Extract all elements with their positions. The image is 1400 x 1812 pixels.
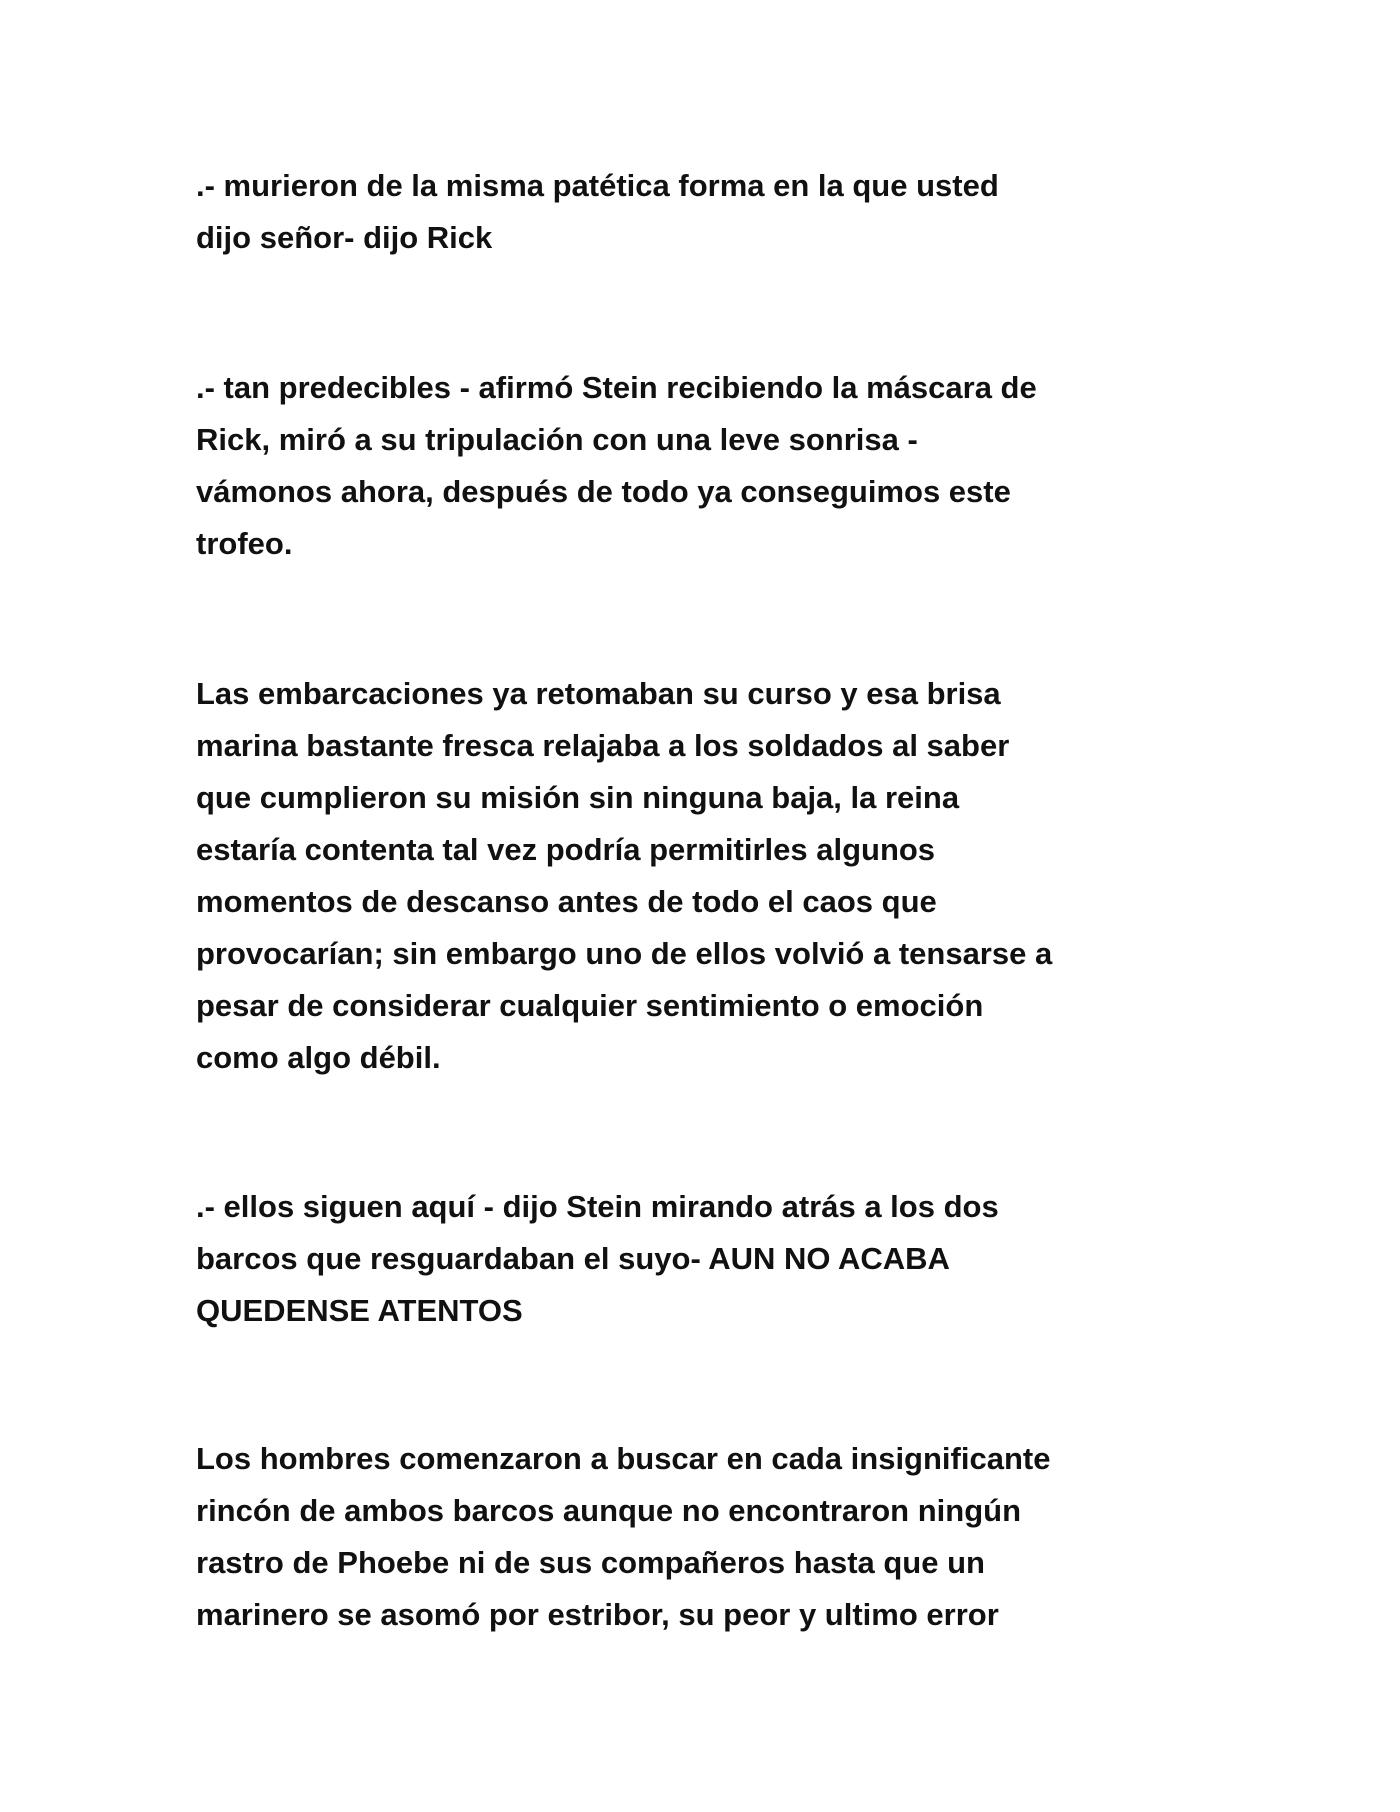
text-line: vámonos ahora, después de todo ya conseguimos este: [196, 474, 1011, 509]
text-line: marina bastante fresca relajaba a los soldados al saber: [196, 728, 1010, 763]
text-line: trofeo.: [196, 526, 293, 561]
paragraph-narration-search: [196, 1433, 1236, 1641]
text-line: que cumplieron su misión sin ninguna baja, la reina: [196, 780, 960, 815]
text-line: rincón de ambos barcos aunque no encontraron ningún: [196, 1493, 1022, 1528]
text-line: como algo débil.: [196, 1040, 441, 1075]
paragraph-rick-reply: [196, 160, 1236, 264]
text-line: barcos que resguardaban el suyo- AUN NO ACABA: [196, 1241, 950, 1276]
text-line: Los hombres comenzaron a buscar en cada insignificante: [196, 1441, 1051, 1476]
text-line: .- murieron de la misma patética forma en la que usted: [196, 168, 999, 203]
paragraph-stein-warning: [196, 1181, 1236, 1337]
text-line: estaría contenta tal vez podría permitirles algunos: [196, 832, 936, 867]
text-line: pesar de considerar cualquier sentimiento o emoción: [196, 988, 984, 1023]
text-line: provocarían; sin embargo uno de ellos volvió a tensarse a: [196, 936, 1053, 971]
text-line: .- tan predecibles - afirmó Stein recibiendo la máscara de: [196, 370, 1037, 405]
paragraph-narration-ships: [196, 668, 1236, 1084]
text-line: Las embarcaciones ya retomaban su curso y esa brisa: [196, 676, 1001, 711]
text-line: momentos de descanso antes de todo el caos que: [196, 884, 937, 919]
text-line: rastro de Phoebe ni de sus compañeros hasta que un: [196, 1545, 985, 1580]
text-line: marinero se asomó por estribor, su peor y ultimo error: [196, 1597, 999, 1632]
text-line: dijo señor- dijo Rick: [196, 220, 493, 255]
text-line: .- ellos siguen aquí - dijo Stein mirando atrás a los dos: [196, 1189, 999, 1224]
text-line: QUEDENSE ATENTOS: [196, 1293, 523, 1328]
paragraph-stein-predictable: [196, 362, 1236, 570]
text-line: Rick, miró a su tripulación con una leve sonrisa -: [196, 422, 918, 457]
